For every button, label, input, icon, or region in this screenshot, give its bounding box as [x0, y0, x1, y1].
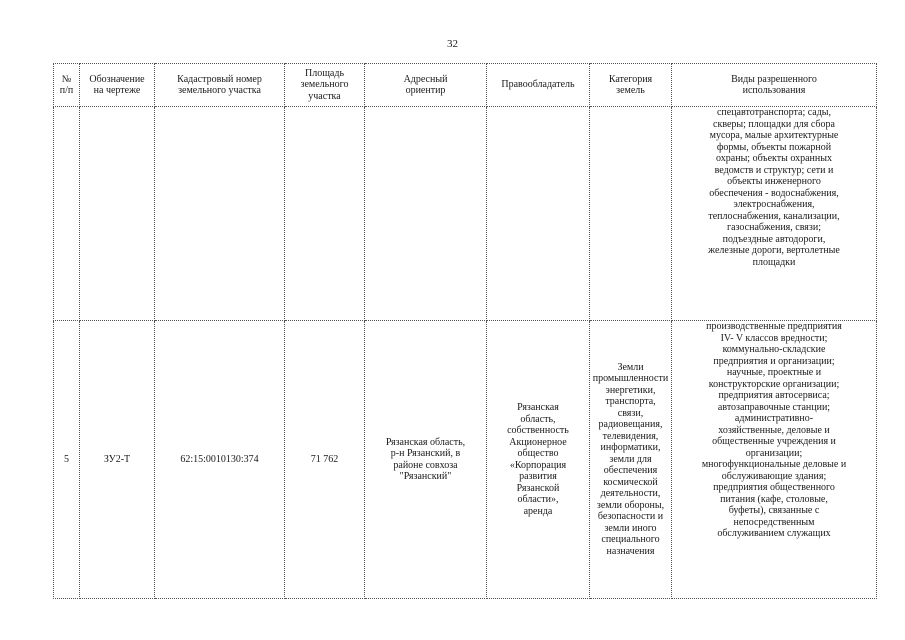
cell-cadastral-number: 62:15:0010130:374: [155, 321, 285, 599]
cell-permitted-uses: спецавтотранспорта; сады, скверы; площадки для сбора мусора, малые архитектурные формы, объекты пожарной охраны; объекты охранных ведомств и структур; сети и объекты инженерного обеспечения - водоснабжения, электроснабжения, теплоснабжения, канализации, газоснабжения, связи; подъездные автодороги, железные дороги, вертолетные площадки: [672, 107, 877, 321]
header-owner: Правообладатель: [487, 64, 590, 107]
header-designation: Обозначение на чертеже: [80, 64, 155, 107]
table-row: [54, 107, 877, 321]
header-address: Адресный ориентир: [365, 64, 487, 107]
cell-number: 5: [54, 321, 80, 599]
table-header-row: [54, 64, 877, 107]
header-permitted-uses: Виды разрешенного использования: [672, 64, 877, 107]
cell-address: [365, 107, 487, 321]
cell-number: [54, 107, 80, 321]
cell-owner: [487, 107, 590, 321]
cell-permitted-uses: производственные предприятия IV- V классов вредности; коммунально-складские предприятия и организации; научные, проектные и конструкторские организации; предприятия автосервиса; автозаправочные станции; административно- хозяйственные, деловые и общественные учреждения и организации; многофункциональные деловые и обслуживающие здания; предприятия общественного питания (кафе, столовые, буфеты), связанные с непосредственным обслуживанием служащих: [672, 321, 877, 599]
cell-designation: ЗУ2-Т: [80, 321, 155, 599]
cell-land-category: Земли промышленности энергетики, транспорта, связи, радиовещания, телевидения, информатики, земли для обеспечения космической деятельности, земли обороны, безопасности и земли иного специального назначения: [590, 321, 672, 599]
cell-land-category: [590, 107, 672, 321]
header-land-category: Категория земель: [590, 64, 672, 107]
cell-address: Рязанская область, р-н Рязанский, в районе совхоза "Рязанский": [365, 321, 487, 599]
header-number: № п/п: [54, 64, 80, 107]
table-row: [54, 321, 877, 599]
cell-owner: Рязанская область, собственность Акционерное общество «Корпорация развития Рязанской области», аренда: [487, 321, 590, 599]
cell-area: 71 762: [285, 321, 365, 599]
cell-designation: [80, 107, 155, 321]
cell-cadastral-number: [155, 107, 285, 321]
header-area: Площадь земельного участка: [285, 64, 365, 107]
page-number: 32: [447, 38, 458, 50]
cell-area: [285, 107, 365, 321]
header-cadastral-number: Кадастровый номер земельного участка: [155, 64, 285, 107]
land-plots-table: [53, 63, 877, 599]
